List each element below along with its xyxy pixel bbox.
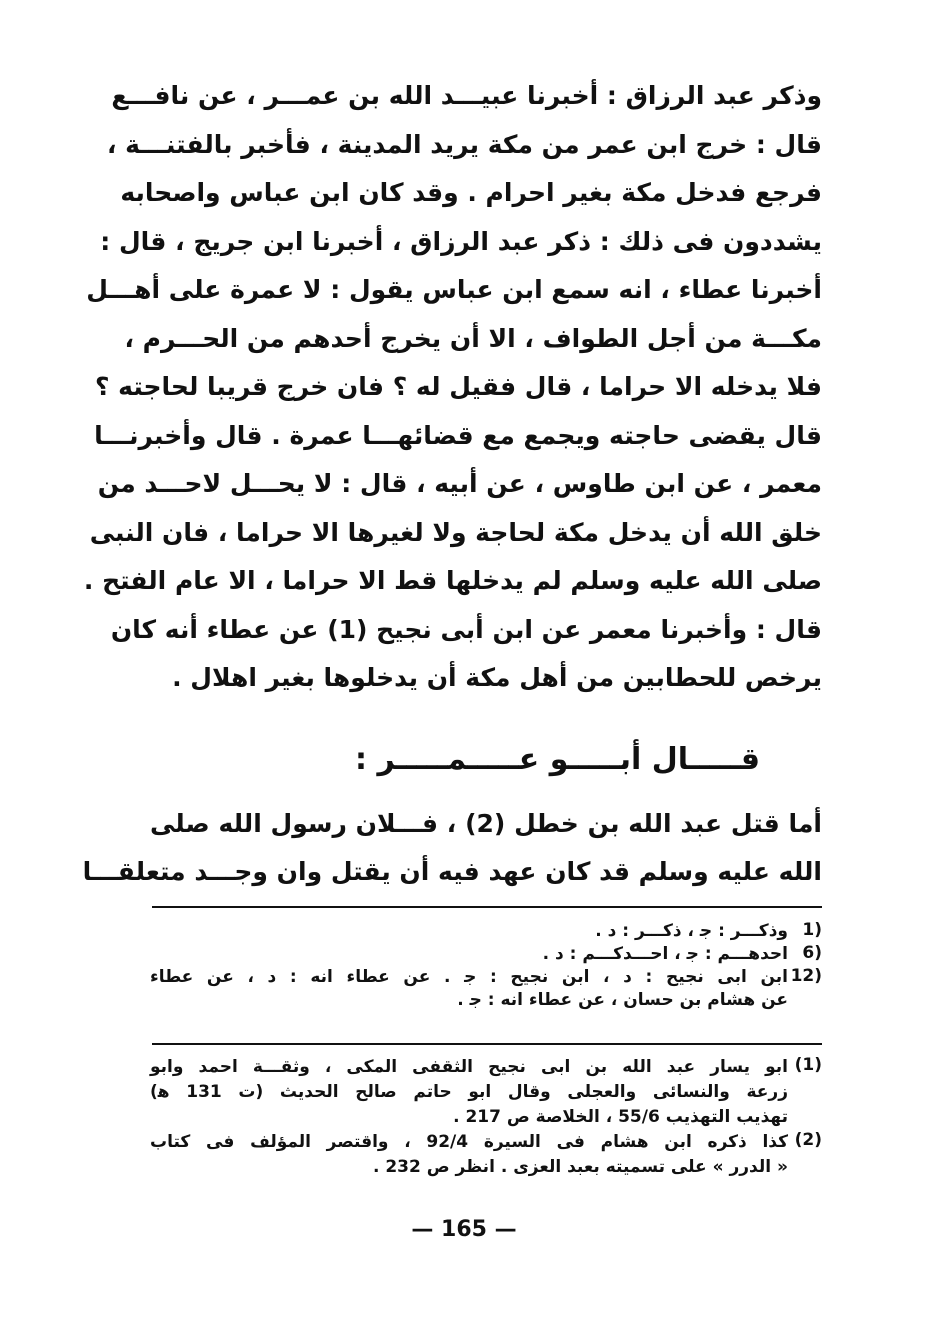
- note-line: احدهـــم : ﺟ ، احـــدكـــم : د .: [542, 944, 788, 964]
- note-line: ابو يسار عبد الله بن ابى نجيح الثقفى المكى ، وثقـــة احمد وابو: [150, 1057, 788, 1077]
- text-line: فرجع فدخل مكة بغير احرام . وقد كان ابن عباس واصحابه: [120, 178, 822, 207]
- note-line: تهذيب التهذيب 55/6 ، الخلاصة ص 217 .: [453, 1107, 788, 1127]
- text-line: أخبرنا عطاء ، انه سمع ابن عباس يقول : لا عمرة على أهـــل: [86, 275, 822, 304]
- note-line: زرعة والنسائى والعجلى وقال ابو حاتم صالح الحديث (ت 131 ﻫ): [150, 1082, 788, 1102]
- footnote: [150, 1055, 822, 1130]
- text-line: أما قتل عبد الله بن خطل (2) ، فـــلان رسول الله صلى: [150, 809, 822, 838]
- note-number: 12): [790, 966, 822, 986]
- text-line: الله عليه وسلم قد كان عهد فيه أن يقتل وان وجـــد متعلقـــا: [82, 857, 822, 886]
- section-heading: قـــــال أبـــــو عـــــمـــــر :: [355, 742, 760, 777]
- divider-rule: [152, 906, 822, 908]
- text-line: فلا يدخله الا حراما ، قال فقيل له ؟ فان خرج قريبا لحاجته ؟: [94, 372, 822, 401]
- text-line: معمر ، عن ابن طاوس ، عن أبيه ، قال : لا يحـــل لاحـــد من: [97, 469, 822, 498]
- note-line: « الدرر » على تسميته بعبد العزى . انظر ص 232 .: [372, 1157, 788, 1177]
- note-number: 1): [802, 920, 822, 940]
- footnotes: [150, 1055, 822, 1180]
- page-number: — 165 —: [411, 1217, 517, 1242]
- note-line: ابن ابى نجيح : د ، ابن نجيح : ﺟ . عن عطاء انه : د ، عن عطاء: [150, 967, 788, 987]
- variant-note: [150, 966, 822, 1012]
- text-line: يشددون فى ذلك : ذكر عبد الرزاق ، أخبرنا ابن جريج ، قال :: [100, 226, 822, 256]
- text-line: يرخص للحطابين من أهل مكة أن يدخلوها بغير اهلال .: [172, 663, 822, 692]
- main-paragraph: [83, 72, 822, 703]
- text-line: قال : وأخبرنا معمر عن ابن أبى نجيح (1) عن عطاء أنه كان: [110, 614, 822, 644]
- variant-note: [150, 920, 822, 943]
- note-number: (2): [794, 1130, 822, 1150]
- text-line: وذكر عبد الرزاق : أخبرنا عبيـــد الله بن عمـــر ، عن نافـــع: [111, 81, 822, 110]
- text-line: صلى الله عليه وسلم لم يدخلها قط الا حراما ، الا عام الفتح .: [83, 566, 822, 595]
- variant-readings: [150, 920, 822, 1012]
- note-line: كذا ذكره ابن هشام فى السيرة 92/4 ، واقتصر المؤلف فى كتاب: [150, 1132, 789, 1152]
- note-line: عن هشام بن حسان ، عن عطاء انه : ﺟ .: [457, 990, 788, 1010]
- text-line: خلق الله أن يدخل مكة لحاجة ولا لغيرها الا حراما ، فان النبى: [89, 517, 822, 547]
- text-line: قال يقضى حاجته ويجمع مع قضائهـــا عمرة . قال وأخبرنـــا: [94, 420, 822, 450]
- note-line: وذكـــر : ﺟ ، ذكـــر : د .: [595, 921, 788, 941]
- note-number: 6): [802, 943, 822, 963]
- divider-rule: [152, 1043, 822, 1045]
- text-line: مكـــة من أجل الطواف ، الا أن يخرج أحدهم من الحـــرم ،: [124, 323, 822, 353]
- text-line: قال : خرج ابن عمر من مكة يريد المدينة ، فأخبر بالفتنـــة ،: [106, 129, 822, 159]
- footnote: [150, 1130, 822, 1180]
- note-number: (1): [794, 1055, 822, 1075]
- second-paragraph: [82, 800, 822, 896]
- variant-note: [150, 943, 822, 966]
